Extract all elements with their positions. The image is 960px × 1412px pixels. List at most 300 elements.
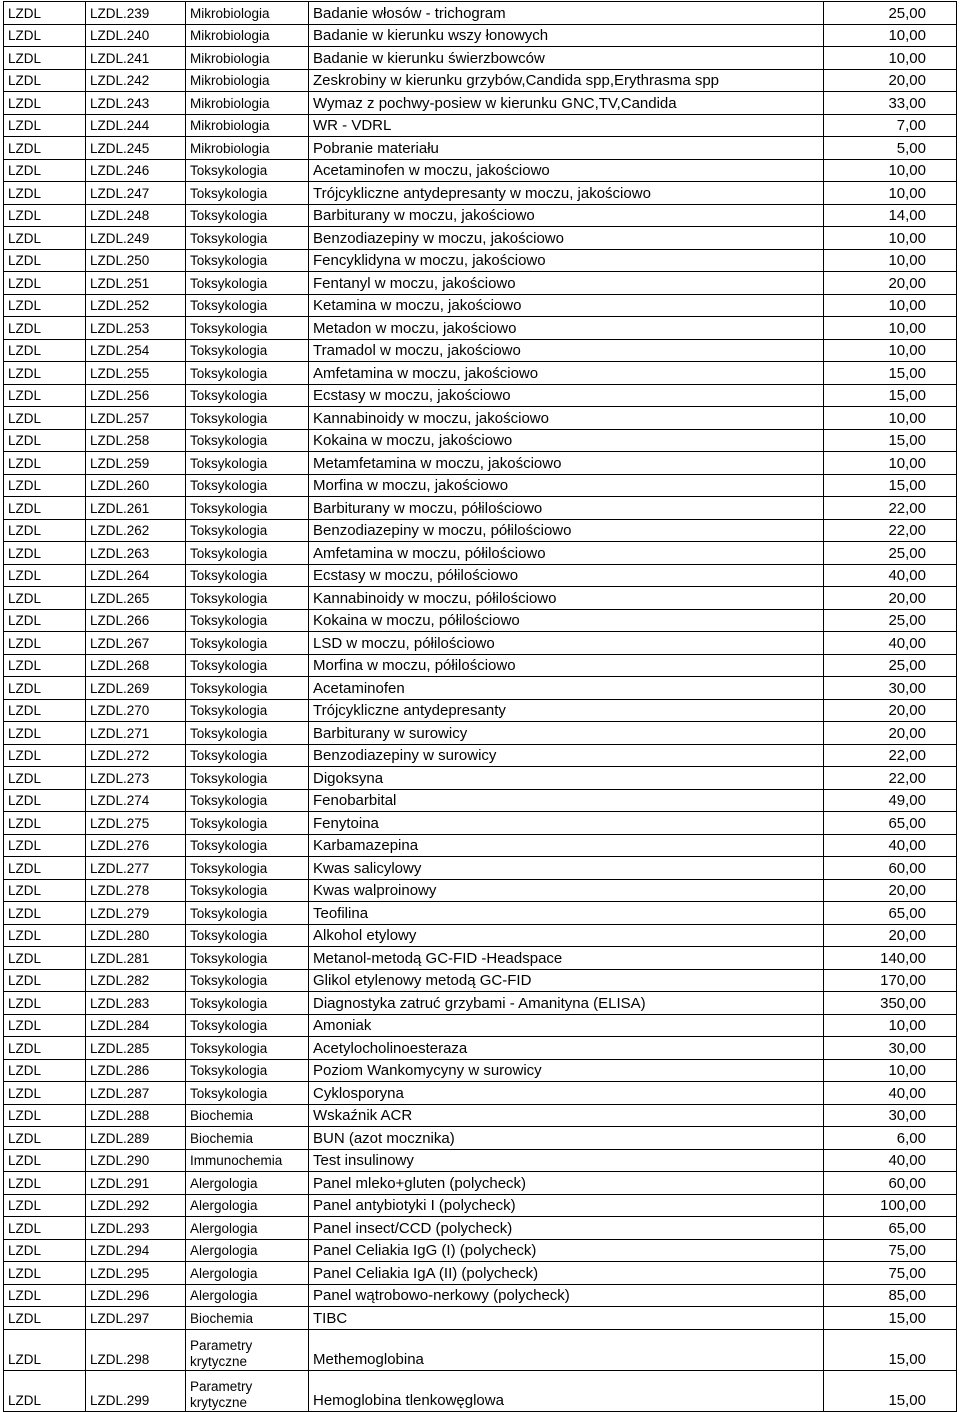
lab-code-cell: LZDL <box>4 249 86 272</box>
table-row <box>4 1239 957 1262</box>
test-name-cell: Badanie włosów - trichogram <box>309 2 824 25</box>
test-name-cell: Fenobarbital <box>309 789 824 812</box>
test-name-cell: Cyklosporyna <box>309 1082 824 1105</box>
test-name-cell: Metamfetamina w moczu, jakościowo <box>309 452 824 475</box>
price-cell: 15,00 <box>824 384 957 407</box>
table-row <box>4 294 957 317</box>
test-name-cell: Panel Celiakia IgA (II) (polycheck) <box>309 1262 824 1285</box>
test-code-cell: LZDL.254 <box>86 339 186 362</box>
test-code-cell: LZDL.292 <box>86 1194 186 1217</box>
price-cell: 10,00 <box>824 452 957 475</box>
test-name-cell: Barbiturany w surowicy <box>309 722 824 745</box>
price-cell: 65,00 <box>824 812 957 835</box>
test-code-cell: LZDL.287 <box>86 1082 186 1105</box>
category-cell: Alergologia <box>186 1217 309 1240</box>
test-name-cell: WR - VDRL <box>309 114 824 137</box>
table-row <box>4 1149 957 1172</box>
category-cell: Toksykologia <box>186 429 309 452</box>
test-code-cell: LZDL.299 <box>86 1370 186 1411</box>
test-code-cell: LZDL.258 <box>86 429 186 452</box>
test-code-cell: LZDL.250 <box>86 249 186 272</box>
category-cell: Toksykologia <box>186 699 309 722</box>
test-name-cell: Methemoglobina <box>309 1329 824 1370</box>
price-cell: 20,00 <box>824 699 957 722</box>
table-row <box>4 137 957 160</box>
lab-code-cell: LZDL <box>4 1239 86 1262</box>
table-row <box>4 1262 957 1285</box>
test-code-cell: LZDL.290 <box>86 1149 186 1172</box>
test-name-cell: Morfina w moczu, jakościowo <box>309 474 824 497</box>
table-row <box>4 317 957 340</box>
price-cell: 22,00 <box>824 744 957 767</box>
lab-code-cell: LZDL <box>4 767 86 790</box>
price-list-body <box>4 2 957 1412</box>
category-cell: Toksykologia <box>186 1014 309 1037</box>
lab-code-cell: LZDL <box>4 519 86 542</box>
table-row <box>4 474 957 497</box>
test-name-cell: Panel wątrobowo-nerkowy (polycheck) <box>309 1284 824 1307</box>
category-cell: Mikrobiologia <box>186 47 309 70</box>
category-cell: Biochemia <box>186 1127 309 1150</box>
category-cell: Toksykologia <box>186 542 309 565</box>
test-name-cell: Ecstasy w moczu, półilościowo <box>309 564 824 587</box>
table-row <box>4 564 957 587</box>
category-cell: Toksykologia <box>186 227 309 250</box>
price-cell: 30,00 <box>824 677 957 700</box>
table-row <box>4 834 957 857</box>
test-name-cell: Fentanyl w moczu, jakościowo <box>309 272 824 295</box>
test-name-cell: Badanie w kierunku świerzbowców <box>309 47 824 70</box>
lab-code-cell: LZDL <box>4 384 86 407</box>
lab-code-cell: LZDL <box>4 1127 86 1150</box>
price-cell: 20,00 <box>824 722 957 745</box>
price-cell: 40,00 <box>824 1149 957 1172</box>
table-row <box>4 1104 957 1127</box>
test-code-cell: LZDL.246 <box>86 159 186 182</box>
category-cell: Mikrobiologia <box>186 24 309 47</box>
test-code-cell: LZDL.273 <box>86 767 186 790</box>
test-name-cell: Barbiturany w moczu, półilościowo <box>309 497 824 520</box>
test-code-cell: LZDL.291 <box>86 1172 186 1195</box>
price-cell: 10,00 <box>824 317 957 340</box>
test-code-cell: LZDL.278 <box>86 879 186 902</box>
test-name-cell: Kwas walproinowy <box>309 879 824 902</box>
category-cell: Toksykologia <box>186 609 309 632</box>
test-name-cell: Acetaminofen <box>309 677 824 700</box>
test-name-cell: Amfetamina w moczu, półilościowo <box>309 542 824 565</box>
test-code-cell: LZDL.269 <box>86 677 186 700</box>
lab-code-cell: LZDL <box>4 339 86 362</box>
price-cell: 100,00 <box>824 1194 957 1217</box>
price-cell: 20,00 <box>824 879 957 902</box>
category-cell: Alergologia <box>186 1172 309 1195</box>
test-name-cell: LSD w moczu, półilościowo <box>309 632 824 655</box>
test-code-cell: LZDL.275 <box>86 812 186 835</box>
lab-code-cell: LZDL <box>4 497 86 520</box>
test-code-cell: LZDL.284 <box>86 1014 186 1037</box>
test-name-cell: Alkohol etylowy <box>309 924 824 947</box>
test-name-cell: Karbamazepina <box>309 834 824 857</box>
category-cell: Toksykologia <box>186 812 309 835</box>
lab-code-cell: LZDL <box>4 744 86 767</box>
test-code-cell: LZDL.267 <box>86 632 186 655</box>
test-code-cell: LZDL.297 <box>86 1307 186 1330</box>
lab-code-cell: LZDL <box>4 159 86 182</box>
lab-code-cell: LZDL <box>4 272 86 295</box>
category-cell: Mikrobiologia <box>186 114 309 137</box>
lab-code-cell: LZDL <box>4 204 86 227</box>
table-row <box>4 879 957 902</box>
test-name-cell: Ketamina w moczu, jakościowo <box>309 294 824 317</box>
table-row <box>4 767 957 790</box>
test-name-cell: Panel insect/CCD (polycheck) <box>309 1217 824 1240</box>
test-name-cell: Diagnostyka zatruć grzybami - Amanityna (ELISA) <box>309 992 824 1015</box>
test-name-cell: Kannabinoidy w moczu, półilościowo <box>309 587 824 610</box>
lab-code-cell: LZDL <box>4 1194 86 1217</box>
lab-code-cell: LZDL <box>4 1262 86 1285</box>
test-name-cell: Panel Celiakia IgG (I) (polycheck) <box>309 1239 824 1262</box>
test-name-cell: Panel antybiotyki I (polycheck) <box>309 1194 824 1217</box>
lab-code-cell: LZDL <box>4 722 86 745</box>
table-row <box>4 789 957 812</box>
test-code-cell: LZDL.242 <box>86 69 186 92</box>
lab-code-cell: LZDL <box>4 587 86 610</box>
test-code-cell: LZDL.261 <box>86 497 186 520</box>
table-row <box>4 1217 957 1240</box>
test-name-cell: Test insulinowy <box>309 1149 824 1172</box>
lab-code-cell: LZDL <box>4 1172 86 1195</box>
category-cell: Toksykologia <box>186 362 309 385</box>
test-code-cell: LZDL.244 <box>86 114 186 137</box>
category-cell: Toksykologia <box>186 834 309 857</box>
lab-code-cell: LZDL <box>4 1284 86 1307</box>
price-cell: 7,00 <box>824 114 957 137</box>
price-cell: 22,00 <box>824 519 957 542</box>
table-row <box>4 722 957 745</box>
category-cell: Toksykologia <box>186 744 309 767</box>
category-cell: Toksykologia <box>186 879 309 902</box>
table-row <box>4 632 957 655</box>
price-cell: 25,00 <box>824 2 957 25</box>
lab-code-cell: LZDL <box>4 227 86 250</box>
category-cell: Toksykologia <box>186 654 309 677</box>
category-cell: Toksykologia <box>186 474 309 497</box>
category-cell: Alergologia <box>186 1284 309 1307</box>
table-row <box>4 1082 957 1105</box>
lab-code-cell: LZDL <box>4 1104 86 1127</box>
price-cell: 10,00 <box>824 407 957 430</box>
test-code-cell: LZDL.296 <box>86 1284 186 1307</box>
price-cell: 15,00 <box>824 1370 957 1411</box>
lab-code-cell: LZDL <box>4 1329 86 1370</box>
table-row <box>4 1307 957 1330</box>
category-cell: Toksykologia <box>186 204 309 227</box>
test-name-cell: Hemoglobina tlenkowęglowa <box>309 1370 824 1411</box>
test-code-cell: LZDL.253 <box>86 317 186 340</box>
table-row <box>4 587 957 610</box>
lab-code-cell: LZDL <box>4 24 86 47</box>
table-row <box>4 812 957 835</box>
category-cell: Toksykologia <box>186 1037 309 1060</box>
table-row <box>4 92 957 115</box>
lab-code-cell: LZDL <box>4 699 86 722</box>
table-row <box>4 362 957 385</box>
lab-code-cell: LZDL <box>4 789 86 812</box>
category-cell: Toksykologia <box>186 159 309 182</box>
category-cell: Alergologia <box>186 1262 309 1285</box>
price-cell: 350,00 <box>824 992 957 1015</box>
lab-code-cell: LZDL <box>4 902 86 925</box>
test-code-cell: LZDL.277 <box>86 857 186 880</box>
price-cell: 15,00 <box>824 1329 957 1370</box>
lab-code-cell: LZDL <box>4 564 86 587</box>
category-cell: Toksykologia <box>186 407 309 430</box>
category-cell: Toksykologia <box>186 294 309 317</box>
lab-code-cell: LZDL <box>4 1149 86 1172</box>
table-row <box>4 1014 957 1037</box>
test-code-cell: LZDL.266 <box>86 609 186 632</box>
price-cell: 60,00 <box>824 857 957 880</box>
price-cell: 15,00 <box>824 474 957 497</box>
lab-code-cell: LZDL <box>4 452 86 475</box>
test-name-cell: Kannabinoidy w moczu, jakościowo <box>309 407 824 430</box>
test-name-cell: Teofilina <box>309 902 824 925</box>
price-cell: 10,00 <box>824 47 957 70</box>
category-cell: Toksykologia <box>186 767 309 790</box>
lab-code-cell: LZDL <box>4 429 86 452</box>
category-cell: Alergologia <box>186 1194 309 1217</box>
price-cell: 10,00 <box>824 182 957 205</box>
price-cell: 20,00 <box>824 272 957 295</box>
lab-code-cell: LZDL <box>4 812 86 835</box>
test-code-cell: LZDL.274 <box>86 789 186 812</box>
table-row <box>4 407 957 430</box>
price-cell: 10,00 <box>824 1059 957 1082</box>
table-row <box>4 519 957 542</box>
price-cell: 49,00 <box>824 789 957 812</box>
price-cell: 40,00 <box>824 834 957 857</box>
test-name-cell: Acetaminofen w moczu, jakościowo <box>309 159 824 182</box>
price-cell: 30,00 <box>824 1037 957 1060</box>
table-row <box>4 902 957 925</box>
lab-code-cell: LZDL <box>4 182 86 205</box>
category-cell: Toksykologia <box>186 969 309 992</box>
category-cell: Toksykologia <box>186 857 309 880</box>
test-code-cell: LZDL.281 <box>86 947 186 970</box>
price-cell: 10,00 <box>824 294 957 317</box>
price-cell: 65,00 <box>824 902 957 925</box>
price-cell: 75,00 <box>824 1239 957 1262</box>
price-cell: 33,00 <box>824 92 957 115</box>
table-row <box>4 857 957 880</box>
lab-code-cell: LZDL <box>4 362 86 385</box>
category-cell: Toksykologia <box>186 519 309 542</box>
test-name-cell: Barbiturany w moczu, jakościowo <box>309 204 824 227</box>
category-cell: Toksykologia <box>186 722 309 745</box>
test-code-cell: LZDL.263 <box>86 542 186 565</box>
table-row <box>4 654 957 677</box>
price-cell: 15,00 <box>824 429 957 452</box>
test-name-cell: Fenytoina <box>309 812 824 835</box>
category-cell: Toksykologia <box>186 924 309 947</box>
price-cell: 85,00 <box>824 1284 957 1307</box>
table-row <box>4 227 957 250</box>
table-row <box>4 24 957 47</box>
test-code-cell: LZDL.294 <box>86 1239 186 1262</box>
price-cell: 10,00 <box>824 1014 957 1037</box>
price-cell: 10,00 <box>824 227 957 250</box>
test-name-cell: Zeskrobiny w kierunku grzybów,Candida spp,Erythrasma spp <box>309 69 824 92</box>
category-cell: Toksykologia <box>186 587 309 610</box>
test-code-cell: LZDL.276 <box>86 834 186 857</box>
test-code-cell: LZDL.257 <box>86 407 186 430</box>
test-code-cell: LZDL.283 <box>86 992 186 1015</box>
category-cell: Mikrobiologia <box>186 69 309 92</box>
price-cell: 10,00 <box>824 159 957 182</box>
price-cell: 25,00 <box>824 654 957 677</box>
lab-code-cell: LZDL <box>4 114 86 137</box>
table-row <box>4 1172 957 1195</box>
test-code-cell: LZDL.271 <box>86 722 186 745</box>
price-cell: 10,00 <box>824 339 957 362</box>
test-name-cell: Amoniak <box>309 1014 824 1037</box>
price-cell: 20,00 <box>824 69 957 92</box>
test-code-cell: LZDL.265 <box>86 587 186 610</box>
lab-code-cell: LZDL <box>4 542 86 565</box>
test-code-cell: LZDL.295 <box>86 1262 186 1285</box>
lab-code-cell: LZDL <box>4 1370 86 1411</box>
test-code-cell: LZDL.286 <box>86 1059 186 1082</box>
lab-code-cell: LZDL <box>4 609 86 632</box>
table-row <box>4 924 957 947</box>
test-name-cell: Badanie w kierunku wszy łonowych <box>309 24 824 47</box>
table-row <box>4 699 957 722</box>
test-code-cell: LZDL.241 <box>86 47 186 70</box>
price-cell: 5,00 <box>824 137 957 160</box>
test-code-cell: LZDL.293 <box>86 1217 186 1240</box>
table-row <box>4 159 957 182</box>
test-name-cell: Tramadol w moczu, jakościowo <box>309 339 824 362</box>
table-row <box>4 182 957 205</box>
lab-code-cell: LZDL <box>4 317 86 340</box>
table-row <box>4 677 957 700</box>
test-name-cell: Trójcykliczne antydepresanty <box>309 699 824 722</box>
price-cell: 170,00 <box>824 969 957 992</box>
lab-code-cell: LZDL <box>4 1217 86 1240</box>
table-row <box>4 744 957 767</box>
table-row <box>4 249 957 272</box>
category-cell: Toksykologia <box>186 272 309 295</box>
category-cell: Parametry krytyczne <box>186 1329 309 1370</box>
test-name-cell: Benzodiazepiny w surowicy <box>309 744 824 767</box>
lab-code-cell: LZDL <box>4 879 86 902</box>
price-cell: 30,00 <box>824 1104 957 1127</box>
test-name-cell: Wskaźnik ACR <box>309 1104 824 1127</box>
test-name-cell: Benzodiazepiny w moczu, jakościowo <box>309 227 824 250</box>
category-cell: Toksykologia <box>186 339 309 362</box>
price-cell: 65,00 <box>824 1217 957 1240</box>
test-name-cell: Kokaina w moczu, półilościowo <box>309 609 824 632</box>
lab-code-cell: LZDL <box>4 924 86 947</box>
table-row <box>4 1037 957 1060</box>
table-row <box>4 497 957 520</box>
table-row <box>4 114 957 137</box>
category-cell: Toksykologia <box>186 564 309 587</box>
table-row <box>4 1284 957 1307</box>
test-name-cell: Acetylocholinoesteraza <box>309 1037 824 1060</box>
test-name-cell: Morfina w moczu, półilościowo <box>309 654 824 677</box>
test-name-cell: Kwas salicylowy <box>309 857 824 880</box>
test-name-cell: BUN (azot mocznika) <box>309 1127 824 1150</box>
table-row <box>4 339 957 362</box>
price-cell: 20,00 <box>824 924 957 947</box>
category-cell: Toksykologia <box>186 902 309 925</box>
test-code-cell: LZDL.260 <box>86 474 186 497</box>
table-row <box>4 1370 957 1411</box>
category-cell: Toksykologia <box>186 384 309 407</box>
table-row <box>4 947 957 970</box>
table-row <box>4 1194 957 1217</box>
lab-code-cell: LZDL <box>4 654 86 677</box>
test-code-cell: LZDL.289 <box>86 1127 186 1150</box>
table-row <box>4 1059 957 1082</box>
test-name-cell: Kokaina w moczu, jakościowo <box>309 429 824 452</box>
price-cell: 20,00 <box>824 587 957 610</box>
lab-code-cell: LZDL <box>4 632 86 655</box>
test-name-cell: Ecstasy w moczu, jakościowo <box>309 384 824 407</box>
test-name-cell: Poziom Wankomycyny w surowicy <box>309 1059 824 1082</box>
price-cell: 140,00 <box>824 947 957 970</box>
price-cell: 25,00 <box>824 609 957 632</box>
lab-code-cell: LZDL <box>4 92 86 115</box>
test-code-cell: LZDL.259 <box>86 452 186 475</box>
test-name-cell: Metadon w moczu, jakościowo <box>309 317 824 340</box>
test-code-cell: LZDL.252 <box>86 294 186 317</box>
test-code-cell: LZDL.285 <box>86 1037 186 1060</box>
test-name-cell: TIBC <box>309 1307 824 1330</box>
table-row <box>4 1127 957 1150</box>
lab-code-cell: LZDL <box>4 1082 86 1105</box>
test-name-cell: Fencyklidyna w moczu, jakościowo <box>309 249 824 272</box>
table-row <box>4 69 957 92</box>
test-code-cell: LZDL.288 <box>86 1104 186 1127</box>
test-name-cell: Digoksyna <box>309 767 824 790</box>
test-name-cell: Panel mleko+gluten (polycheck) <box>309 1172 824 1195</box>
test-name-cell: Metanol-metodą GC-FID -Headspace <box>309 947 824 970</box>
test-code-cell: LZDL.251 <box>86 272 186 295</box>
test-code-cell: LZDL.282 <box>86 969 186 992</box>
category-cell: Mikrobiologia <box>186 2 309 25</box>
test-code-cell: LZDL.298 <box>86 1329 186 1370</box>
price-cell: 22,00 <box>824 767 957 790</box>
lab-code-cell: LZDL <box>4 1307 86 1330</box>
test-code-cell: LZDL.264 <box>86 564 186 587</box>
category-cell: Mikrobiologia <box>186 137 309 160</box>
price-cell: 15,00 <box>824 362 957 385</box>
lab-code-cell: LZDL <box>4 947 86 970</box>
category-cell: Toksykologia <box>186 497 309 520</box>
price-cell: 60,00 <box>824 1172 957 1195</box>
lab-code-cell: LZDL <box>4 1059 86 1082</box>
category-cell: Alergologia <box>186 1239 309 1262</box>
table-row <box>4 2 957 25</box>
test-code-cell: LZDL.248 <box>86 204 186 227</box>
price-cell: 10,00 <box>824 24 957 47</box>
price-cell: 22,00 <box>824 497 957 520</box>
lab-code-cell: LZDL <box>4 137 86 160</box>
lab-code-cell: LZDL <box>4 474 86 497</box>
test-name-cell: Benzodiazepiny w moczu, półilościowo <box>309 519 824 542</box>
